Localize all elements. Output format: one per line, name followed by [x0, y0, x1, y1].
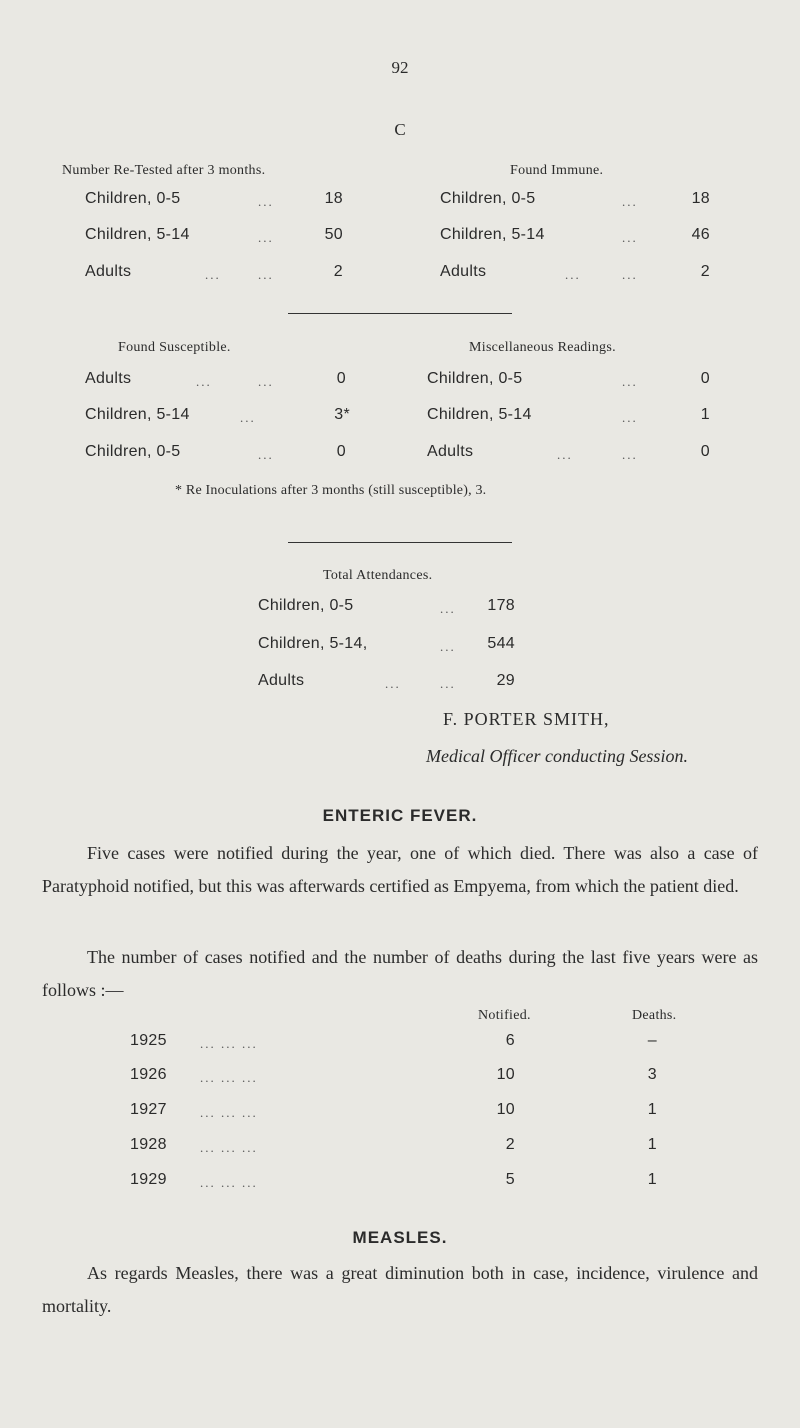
dot-leader: ... — [205, 267, 221, 282]
enteric-row-year: 1929 — [130, 1171, 167, 1188]
measles-paragraph-text: As regards Measles, there was a great diminution both in case, incidence, virulence and mortality. — [42, 1263, 758, 1316]
dot-leader: ... — [565, 267, 581, 282]
measles-heading: MEASLES. — [352, 1228, 448, 1247]
attendances-heading: Total Attendances. — [323, 568, 433, 583]
misc-row-label: Children, 5-14 — [427, 406, 532, 423]
immune-row-label: Children, 5-14 — [440, 226, 545, 243]
immune-heading: Found Immune. — [510, 163, 604, 178]
dot-leader: ... — [440, 676, 456, 691]
susceptible-row-label: Children, 5-14 — [85, 406, 190, 423]
misc-row-value: 0 — [700, 443, 710, 460]
retested-row-value: 50 — [324, 226, 343, 243]
dot-leader: ... — [258, 267, 274, 282]
attendances-row-label: Children, 5-14, — [258, 635, 368, 652]
retested-row-label: Children, 0-5 — [85, 190, 181, 207]
page-number: 92 — [391, 58, 409, 77]
measles-paragraph — [42, 1257, 758, 1323]
dot-leader: ... — [258, 194, 274, 209]
enteric-paragraph — [42, 837, 758, 903]
divider-rule — [288, 313, 512, 314]
dot-leader: ... — [258, 230, 274, 245]
dot-leader: ... — [196, 374, 212, 389]
dot-leader: ... — [258, 374, 274, 389]
enteric-row-notified: 10 — [496, 1101, 515, 1118]
enteric-row-notified: 6 — [505, 1032, 515, 1049]
dot-leader: ... ... ... — [200, 1140, 258, 1155]
dot-leader: ... — [622, 410, 638, 425]
enteric-row-notified: 5 — [505, 1171, 515, 1188]
retested-row-value: 2 — [333, 263, 343, 280]
dot-leader: ... — [240, 410, 256, 425]
retested-row-label: Children, 5-14 — [85, 226, 190, 243]
dot-leader: ... — [440, 601, 456, 616]
enteric-row-deaths: 1 — [647, 1171, 657, 1188]
susceptible-row-value: 0 — [336, 370, 346, 387]
dot-leader: ... — [622, 230, 638, 245]
divider-rule — [288, 542, 512, 543]
dot-leader: ... — [385, 676, 401, 691]
enteric-row-deaths: – — [647, 1032, 657, 1049]
dot-leader: ... ... ... — [200, 1070, 258, 1085]
enteric-row-year: 1926 — [130, 1066, 167, 1083]
immune-row-value: 2 — [700, 263, 710, 280]
attendances-row-value: 544 — [487, 635, 515, 652]
susceptible-row-value: 3* — [334, 406, 350, 423]
immune-row-value: 46 — [691, 226, 710, 243]
retested-heading: Number Re-Tested after 3 months. — [62, 163, 266, 178]
dot-leader: ... — [622, 447, 638, 462]
enteric-heading: ENTERIC FEVER. — [322, 806, 478, 825]
misc-row-label: Adults — [427, 443, 474, 460]
attendances-row-value: 178 — [487, 597, 515, 614]
immune-row-label: Children, 0-5 — [440, 190, 536, 207]
retested-row-value: 18 — [324, 190, 343, 207]
misc-row-label: Children, 0-5 — [427, 370, 523, 387]
dot-leader: ... ... ... — [200, 1105, 258, 1120]
col-deaths: Deaths. — [632, 1008, 677, 1023]
dot-leader: ... ... ... — [200, 1175, 258, 1190]
misc-row-value: 1 — [700, 406, 710, 423]
enteric-paragraph — [42, 941, 758, 1007]
dot-leader: ... — [622, 267, 638, 282]
attendances-row-value: 29 — [496, 672, 515, 689]
enteric-row-year: 1927 — [130, 1101, 167, 1118]
susceptible-row-label: Children, 0-5 — [85, 443, 181, 460]
section-letter: C — [394, 120, 406, 139]
dot-leader: ... — [557, 447, 573, 462]
enteric-paragraph-text: The number of cases notified and the number of deaths during the last five years were as follows :— — [42, 947, 758, 1000]
immune-row-label: Adults — [440, 263, 487, 280]
attendances-row-label: Children, 0-5 — [258, 597, 354, 614]
susceptible-heading: Found Susceptible. — [118, 340, 231, 355]
dot-leader: ... — [440, 639, 456, 654]
enteric-row-deaths: 3 — [647, 1066, 657, 1083]
dot-leader: ... — [622, 374, 638, 389]
footnote: * Re Inoculations after 3 months (still susceptible), 3. — [175, 483, 487, 498]
immune-row-value: 18 — [691, 190, 710, 207]
enteric-row-deaths: 1 — [647, 1101, 657, 1118]
misc-row-value: 0 — [700, 370, 710, 387]
signature-title: Medical Officer conducting Session. — [426, 746, 688, 766]
dot-leader: ... ... ... — [200, 1036, 258, 1051]
enteric-paragraph-text: Five cases were notified during the year, one of which died. There was also a case of Paratyphoid notified, but this was afterwards certified as Empyema, from which the patient died. — [42, 843, 758, 896]
susceptible-row-value: 0 — [336, 443, 346, 460]
attendances-row-label: Adults — [258, 672, 305, 689]
enteric-row-notified: 10 — [496, 1066, 515, 1083]
susceptible-row-label: Adults — [85, 370, 132, 387]
signature-name: F. PORTER SMITH, — [443, 709, 610, 729]
dot-leader: ... — [258, 447, 274, 462]
misc-heading: Miscellaneous Readings. — [469, 340, 616, 355]
enteric-row-year: 1928 — [130, 1136, 167, 1153]
retested-row-label: Adults — [85, 263, 132, 280]
enteric-row-deaths: 1 — [647, 1136, 657, 1153]
enteric-row-notified: 2 — [505, 1136, 515, 1153]
col-notified: Notified. — [478, 1008, 531, 1023]
dot-leader: ... — [622, 194, 638, 209]
enteric-row-year: 1925 — [130, 1032, 167, 1049]
